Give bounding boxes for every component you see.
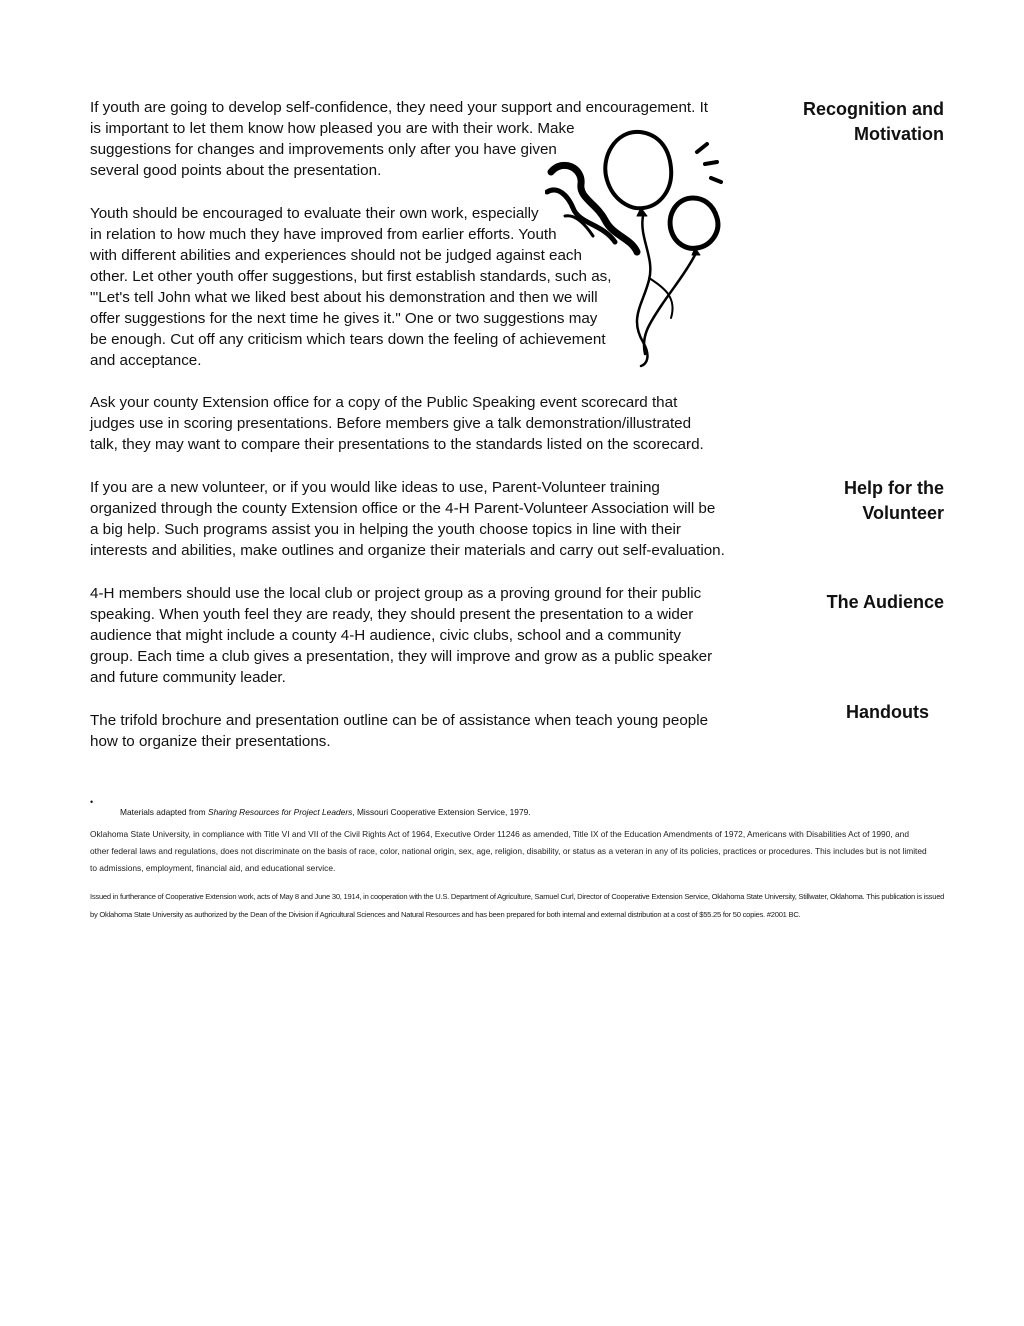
text-line: other. Let other youth offer suggestions, but first establish standards, such as, [90,268,612,285]
text-line: be enough. Cut off any criticism which tears down the feeling of achievement [90,331,606,348]
heading-line: Motivation [854,124,944,144]
footnote-line: by Oklahoma State University as authorized by the Dean of the Division if Agricultural Sciences and Natural Resources and has been prepared for both internal and external distribution at a cost of $55.25 for 50 copies. #2001 BC. [90,910,801,919]
text-line: Youth should be encouraged to evaluate their own work, especially [90,205,539,222]
footnote-line: to admissions, employment, financial aid, and educational service. [90,863,336,873]
text-line: audience that might include a county 4-H audience, civic clubs, school and a community [90,627,681,644]
paragraph-help-volunteer [90,477,724,561]
text-line: 4-H members should use the local club or project group as a proving ground for their public [90,585,702,602]
text-line: judges use in scoring presentations. Before members give a talk demonstration/illustrated [90,415,692,432]
text-line: is important to let them know how pleased you are with their work. Make [90,120,575,137]
paragraph-handouts [90,710,724,752]
heading-handouts: Handouts [846,702,929,722]
heading-the-audience: The Audience [826,592,944,612]
footnote-source [120,805,531,819]
heading-line: Help for the [843,478,944,498]
text-line: If youth are going to develop self-confidence, they need your support and encouragement. It [90,99,709,116]
text-line: with different abilities and experiences should not be judged against each [90,247,582,264]
text-line: Ask your county Extension office for a copy of the Public Speaking event scorecard that [90,394,678,411]
footnote-line: Oklahoma State University, in compliance with Title VI and VII of the Civil Rights Act of 1964, Executive Order 11246 as amended, Title IX of the Education Amendments of 1972, Americans with Disabilities Act of 1990, and [90,829,910,839]
text-line: and future community leader. [90,669,286,686]
text-line: group. Each time a club gives a presentation, they will improve and grow as a public speaker [90,648,713,665]
text-line: interests and abilities, make outlines and organize their materials and carry out self-evaluation. [90,542,725,559]
text-line: speaking. When youth feel they are ready, they should present the presentation to a wider [90,606,694,623]
footnote-bullet: • [90,797,94,807]
balloons-icon [545,128,730,368]
text-line: in relation to how much they have improved from earlier efforts. Youth [90,226,557,243]
text-line: how to organize their presentations. [90,733,331,750]
text-line: a big help. Such programs assist you in helping the youth choose topics in line with their [90,521,681,538]
footnote-source-suffix: , Missouri Cooperative Extension Service, 1979. [352,807,531,818]
text-line: talk, they may want to compare their presentations to the standards listed on the scorecard. [90,436,704,453]
text-line: organized through the county Extension office or the 4-H Parent-Volunteer Association will be [90,500,716,517]
footnote-source-title: Sharing Resources for Project Leaders [207,807,353,818]
footnote-source-prefix: Materials adapted from [120,807,208,818]
text-line: several good points about the presentation. [90,162,382,179]
heading-line: Volunteer [862,503,944,523]
text-line: and acceptance. [90,352,202,369]
text-line: suggestions for changes and improvements only after you have given [90,141,557,158]
text-line: The trifold brochure and presentation outline can be of assistance when teach young people [90,712,709,729]
paragraph-scorecard [90,392,724,455]
text-line: offer suggestions for the next time he gives it." One or two suggestions may [90,310,598,327]
paragraph-audience [90,583,724,688]
heading-help-volunteer [744,476,944,526]
footnote-line: Issued in furtherance of Cooperative Extension work, acts of May 8 and June 30, 1914, in cooperation with the U.S. Department of Agriculture, Samuel Curl, Director of Cooperative Extension Service, Oklahoma State University, Stillwater, Oklahoma. This publication is issued [90,892,945,901]
footnote-line: other federal laws and regulations, does not discriminate on the basis of race, color, national origin, sex, age, religion, disability, or status as a veteran in any of its policies, practices or procedures. This includes but is not limited [90,846,927,856]
heading-recognition-motivation [744,97,944,147]
compliance-statement [90,826,940,877]
text-line: "'Let's tell John what we liked best about his demonstration and then we will [90,289,598,306]
text-line: If you are a new volunteer, or if you would like ideas to use, Parent-Volunteer training [90,479,660,496]
issued-statement [90,888,945,924]
heading-line: Recognition and [803,99,944,119]
